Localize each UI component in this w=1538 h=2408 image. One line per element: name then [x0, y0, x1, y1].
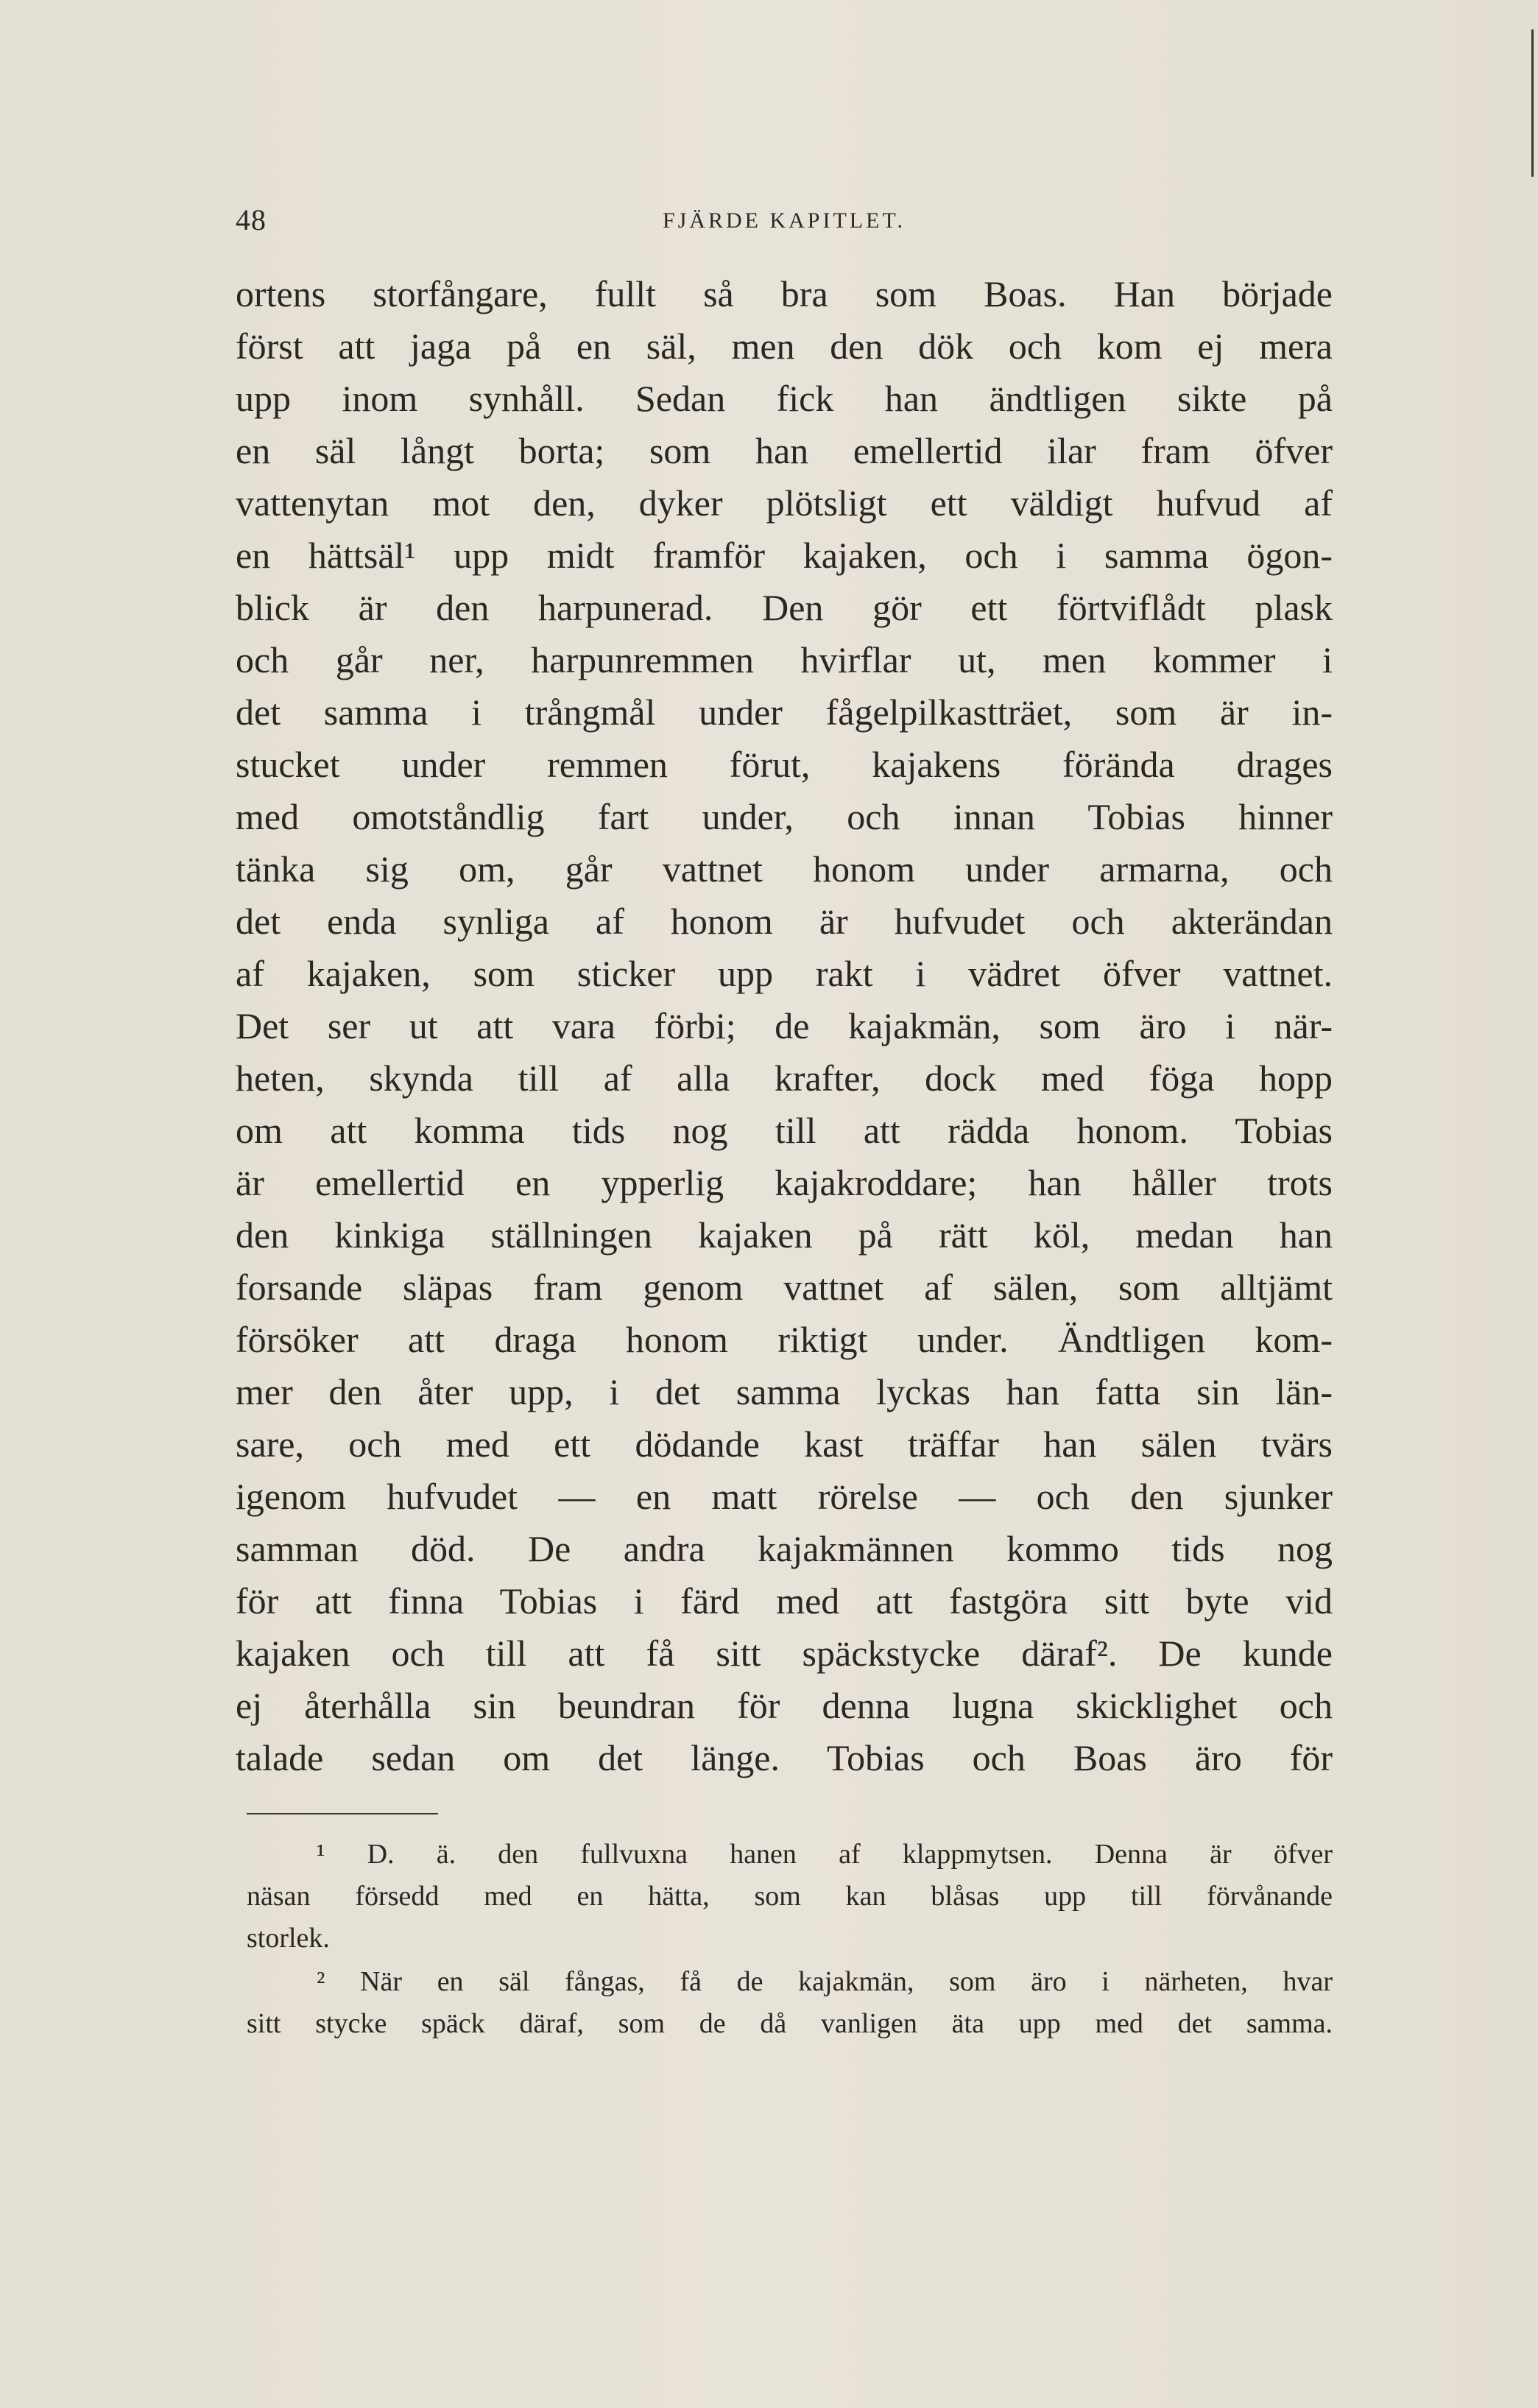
- body-line: en hättsäl¹ upp midt framför kajaken, och i samma ögon-: [236, 535, 1333, 576]
- body-line: af kajaken, som sticker upp rakt i vädret öfver vattnet.: [236, 953, 1333, 994]
- body-line: försöker att draga honom riktigt under. Ändtligen kom-: [236, 1319, 1333, 1360]
- body-text: [236, 268, 1333, 1784]
- body-line: med omotståndlig fart under, och innan Tobias hinner: [236, 796, 1333, 837]
- body-line: den kinkiga ställningen kajaken på rätt köl, medan han: [236, 1214, 1333, 1256]
- body-line: forsande släpas fram genom vattnet af sälen, som alltjämt: [236, 1267, 1333, 1308]
- body-line: igenom hufvudet — en matt rörelse — och den sjunker: [236, 1476, 1333, 1517]
- body-line: tänka sig om, går vattnet honom under armarna, och: [236, 848, 1333, 890]
- footnote-line: ² När en säl fångas, få de kajakmän, som äro i närheten, hvar: [317, 1966, 1333, 1997]
- body-line: heten, skynda till af alla krafter, dock med föga hopp: [236, 1057, 1333, 1099]
- body-line: sare, och med ett dödande kast träffar han sälen tvärs: [236, 1423, 1333, 1465]
- body-line: talade sedan om det länge. Tobias och Boas äro för: [236, 1737, 1333, 1778]
- footnote-2: [247, 1961, 1333, 2045]
- body-line: stucket under remmen förut, kajakens förända drages: [236, 744, 1333, 785]
- page-edge-shadow: [1531, 29, 1534, 177]
- body-line: om att komma tids nog till att rädda honom. Tobias: [236, 1110, 1333, 1151]
- body-line: blick är den harpunerad. Den gör ett förtviflådt plask: [236, 587, 1333, 628]
- body-line: samman död. De andra kajakmännen kommo tids nog: [236, 1528, 1333, 1569]
- footnote-line: näsan försedd med en hätta, som kan blåsas upp till förvånande: [247, 1881, 1333, 1912]
- footnote-1: [247, 1834, 1333, 1960]
- body-line: och går ner, harpunremmen hvirflar ut, men kommer i: [236, 639, 1333, 680]
- body-line: ej återhålla sin beundran för denna lugna skicklighet och: [236, 1685, 1333, 1726]
- footnote-divider: [247, 1813, 438, 1814]
- footnote-line: storlek.: [247, 1923, 330, 1954]
- page-number: 48: [236, 203, 267, 236]
- body-line: det enda synliga af honom är hufvudet och akterändan: [236, 901, 1333, 942]
- body-line: först att jaga på en säl, men den dök och kom ej mera: [236, 325, 1333, 367]
- body-line: Det ser ut att vara förbi; de kajakmän, som äro i när-: [236, 1005, 1333, 1046]
- body-line: upp inom synhåll. Sedan fick han ändtligen sikte på: [236, 378, 1333, 419]
- footnote-line: ¹ D. ä. den fullvuxna hanen af klappmytsen. Denna är öfver: [317, 1839, 1333, 1870]
- body-line: vattenytan mot den, dyker plötsligt ett väldigt hufvud af: [236, 482, 1333, 524]
- body-line: det samma i trångmål under fågelpilkastträet, som är in-: [236, 691, 1333, 733]
- body-line: en säl långt borta; som han emellertid ilar fram öfver: [236, 430, 1333, 471]
- body-line: ortens storfångare, fullt så bra som Boas. Han började: [236, 273, 1333, 314]
- body-line: är emellertid en ypperlig kajakroddare; han håller trots: [236, 1162, 1333, 1203]
- body-line: mer den åter upp, i det samma lyckas han fatta sin län-: [236, 1371, 1333, 1412]
- footnote-line: sitt stycke späck däraf, som de då vanligen äta upp med det samma.: [247, 2008, 1333, 2039]
- body-line: för att finna Tobias i färd med att fastgöra sitt byte vid: [236, 1580, 1333, 1622]
- footnotes: [247, 1834, 1333, 2045]
- body-line: kajaken och till att få sitt späckstycke däraf². De kunde: [236, 1633, 1333, 1674]
- page-header: [236, 203, 1333, 247]
- running-head: FJÄRDE KAPITLET.: [662, 208, 906, 233]
